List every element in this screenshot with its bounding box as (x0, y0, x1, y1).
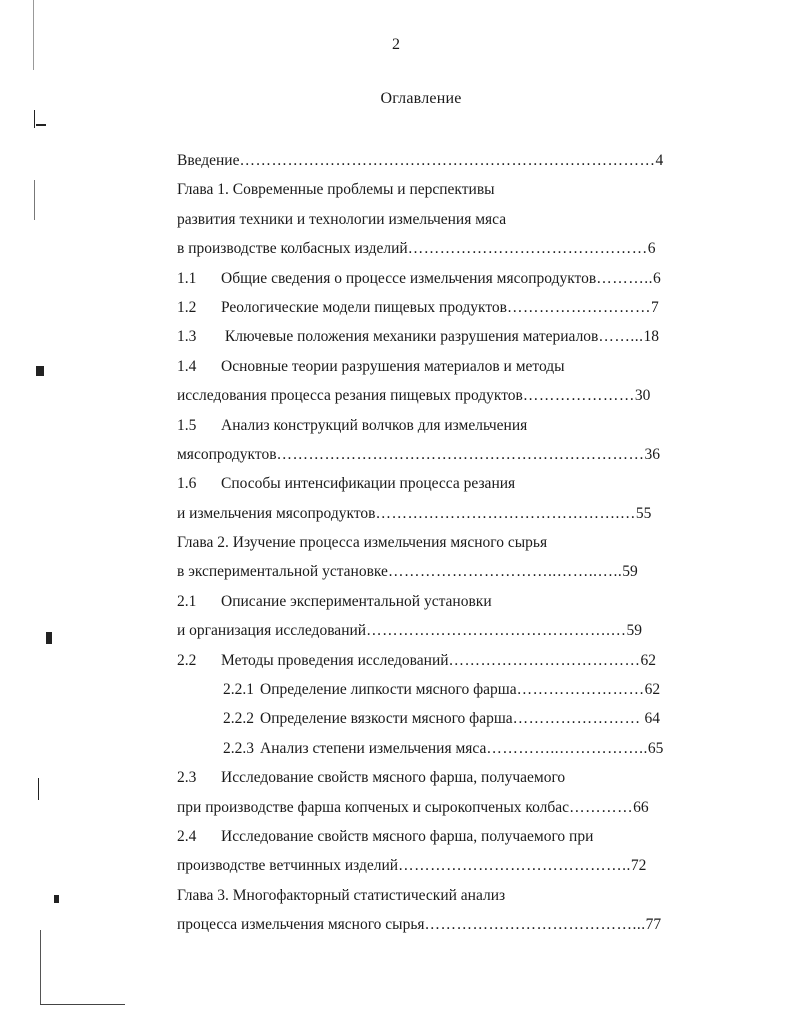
toc-entry-text: Реологические модели пищевых продуктов (221, 298, 507, 316)
toc-entry (177, 675, 713, 704)
toc-entry-page: 30 (634, 387, 651, 405)
toc-entry-leader: …………………………………………………………… (276, 445, 645, 463)
toc-entry-page: 59 (626, 622, 642, 640)
toc-entry (177, 293, 713, 322)
toc-entry-text: Исследование свойств мясного фарша, получаемого при (221, 827, 594, 845)
toc-entry-text: Основные теории разрушения материалов и методы (221, 357, 565, 375)
toc-entry-leader: ……………………………… (448, 651, 641, 669)
toc-entry-text: процесса измельчения мясного сырья (177, 916, 425, 934)
toc-entry-text: развития техники и технологии измельчения мяса (177, 210, 507, 228)
toc-entry (177, 499, 713, 528)
toc-entry (177, 851, 713, 880)
toc-entry-text: Способы интенсификации процесса резания (221, 475, 516, 493)
toc-entry (177, 264, 713, 293)
toc-entry (177, 616, 713, 645)
scan-artifact (36, 366, 44, 376)
toc-entry-text: в производстве колбасных изделий (177, 240, 408, 258)
toc-entry-number: 1.2 (177, 298, 197, 316)
page-number: 2 (392, 36, 400, 53)
toc-entry-leader: …………………………………………………………………… (239, 152, 656, 169)
toc-entry-page: 66 (633, 798, 649, 816)
toc-entry-number: 2.2.2 (223, 710, 254, 728)
toc-entry-number: 1.6 (177, 475, 197, 493)
toc-entry-leader: …………………… (516, 681, 645, 699)
toc-entry-page: 62 (644, 681, 661, 699)
toc-entry (177, 146, 713, 175)
toc-entry-text: Глава 1. Современные проблемы и перспективы (177, 181, 495, 199)
toc-entry-page: 65 (647, 739, 664, 757)
toc-entry-page: 59 (622, 563, 638, 581)
toc-entry-text: Глава 3. Многофакторный статистический анализ (177, 886, 506, 904)
scan-artifact (34, 180, 35, 220)
toc-entry-leader: ……….. (596, 269, 653, 287)
toc-entry (177, 205, 713, 234)
toc-entry-text: Анализ степени измельчения мяса (260, 739, 487, 757)
scan-artifact (54, 895, 59, 903)
toc-entry-leader: …………………………………... (424, 916, 646, 934)
toc-entry-leader: ………………… (522, 387, 635, 405)
scan-artifact (38, 778, 39, 800)
toc-entry-leader: ……………………………………… (407, 240, 648, 258)
toc-entry-number: 2.2.3 (223, 739, 254, 757)
toc-entry-leader: …………………………………….. (398, 857, 631, 875)
toc-entry (177, 822, 713, 851)
toc-entry-number: 1.4 (177, 357, 197, 375)
toc-entry (177, 793, 713, 822)
scan-artifact (40, 930, 41, 1005)
toc-entry-text: мясопродуктов (177, 445, 277, 463)
toc-entry-leader: ……... (598, 328, 644, 346)
table-of-contents (177, 146, 713, 940)
toc-entry-leader: ……………………………………….… (375, 504, 636, 522)
toc-entry-leader: …………………… (512, 710, 641, 728)
toc-entry (177, 528, 713, 557)
toc-entry-leader: ………… (569, 798, 634, 816)
toc-entry-page: 4 (655, 152, 664, 169)
toc-entry (177, 175, 713, 204)
toc-entry (177, 881, 713, 910)
toc-entry-text: Анализ конструкций волчков для измельчения (221, 416, 528, 434)
scan-artifact (40, 1004, 125, 1005)
toc-entry-text: Введение (177, 152, 240, 169)
toc-entry-page: 7 (651, 298, 659, 316)
toc-entry-text: Определение липкости мясного фарша (260, 681, 517, 699)
toc-entry (177, 469, 713, 498)
toc-entry-number: 2.2.1 (223, 681, 254, 699)
toc-entry-page: 77 (645, 916, 662, 934)
toc-entry (177, 910, 713, 939)
toc-entry-page: 55 (635, 504, 652, 522)
toc-entry (177, 646, 713, 675)
toc-entry-page: 64 (640, 710, 661, 728)
toc-entry-page: 72 (630, 857, 647, 875)
toc-entry-text: в экспериментальной установке (177, 563, 388, 581)
toc-entry-text: исследования процесса резания пищевых продуктов (177, 387, 523, 405)
toc-entry-page: 6 (652, 269, 661, 287)
toc-entry-page: 36 (644, 445, 661, 463)
toc-entry-number: 1.1 (177, 269, 197, 287)
scan-artifact (33, 0, 34, 70)
scan-artifact (36, 124, 46, 126)
toc-entry-text: Ключевые положения механики разрушения материалов (221, 328, 599, 346)
scan-artifact (46, 632, 52, 644)
toc-entry-text: при производстве фарша копченых и сырокопченых колбас (177, 798, 570, 816)
toc-entry-number: 1.3 (177, 328, 197, 346)
toc-entry-page: 6 (647, 240, 656, 258)
toc-entry-text: Описание экспериментальной установки (221, 592, 492, 610)
toc-entry-leader: ……………………………………….… (366, 622, 627, 640)
toc-entry-text: и измельчения мясопродуктов (177, 504, 376, 522)
toc-entry (177, 234, 713, 263)
toc-entry-text: Методы проведения исследований (221, 651, 449, 669)
toc-title: Оглавление (380, 90, 462, 107)
toc-entry-text: Общие сведения о процессе измельчения мясопродуктов (221, 269, 597, 287)
toc-entry (177, 587, 713, 616)
toc-entry-page: 18 (643, 328, 659, 346)
toc-entry-text: Глава 2. Изучение процесса измельчения мясного сырья (177, 534, 548, 552)
toc-entry (177, 704, 713, 733)
toc-entry-leader: …………………………..……..….. (387, 563, 623, 581)
toc-entry-number: 2.4 (177, 827, 197, 845)
scan-artifact (34, 110, 35, 128)
toc-entry (177, 411, 713, 440)
toc-entry-number: 2.3 (177, 769, 197, 787)
toc-entry-text: Исследование свойств мясного фарша, получаемого (221, 769, 566, 787)
toc-entry-text: производстве ветчинных изделий (177, 857, 399, 875)
toc-entry (177, 763, 713, 792)
toc-entry-text: Определение вязкости мясного фарша (260, 710, 513, 728)
toc-entry-number: 2.2 (177, 651, 197, 669)
toc-entry (177, 352, 713, 381)
toc-entry (177, 557, 713, 586)
toc-entry (177, 322, 713, 351)
toc-entry-number: 2.1 (177, 592, 197, 610)
toc-entry-text: и организация исследований (177, 622, 367, 640)
toc-entry-leader: …………..…………….. (486, 739, 648, 757)
toc-entry (177, 734, 713, 763)
toc-entry (177, 440, 713, 469)
toc-entry-number: 1.5 (177, 416, 197, 434)
toc-entry-leader: ……………………… (507, 298, 651, 316)
toc-entry (177, 381, 713, 410)
toc-entry-page: 62 (640, 651, 657, 669)
